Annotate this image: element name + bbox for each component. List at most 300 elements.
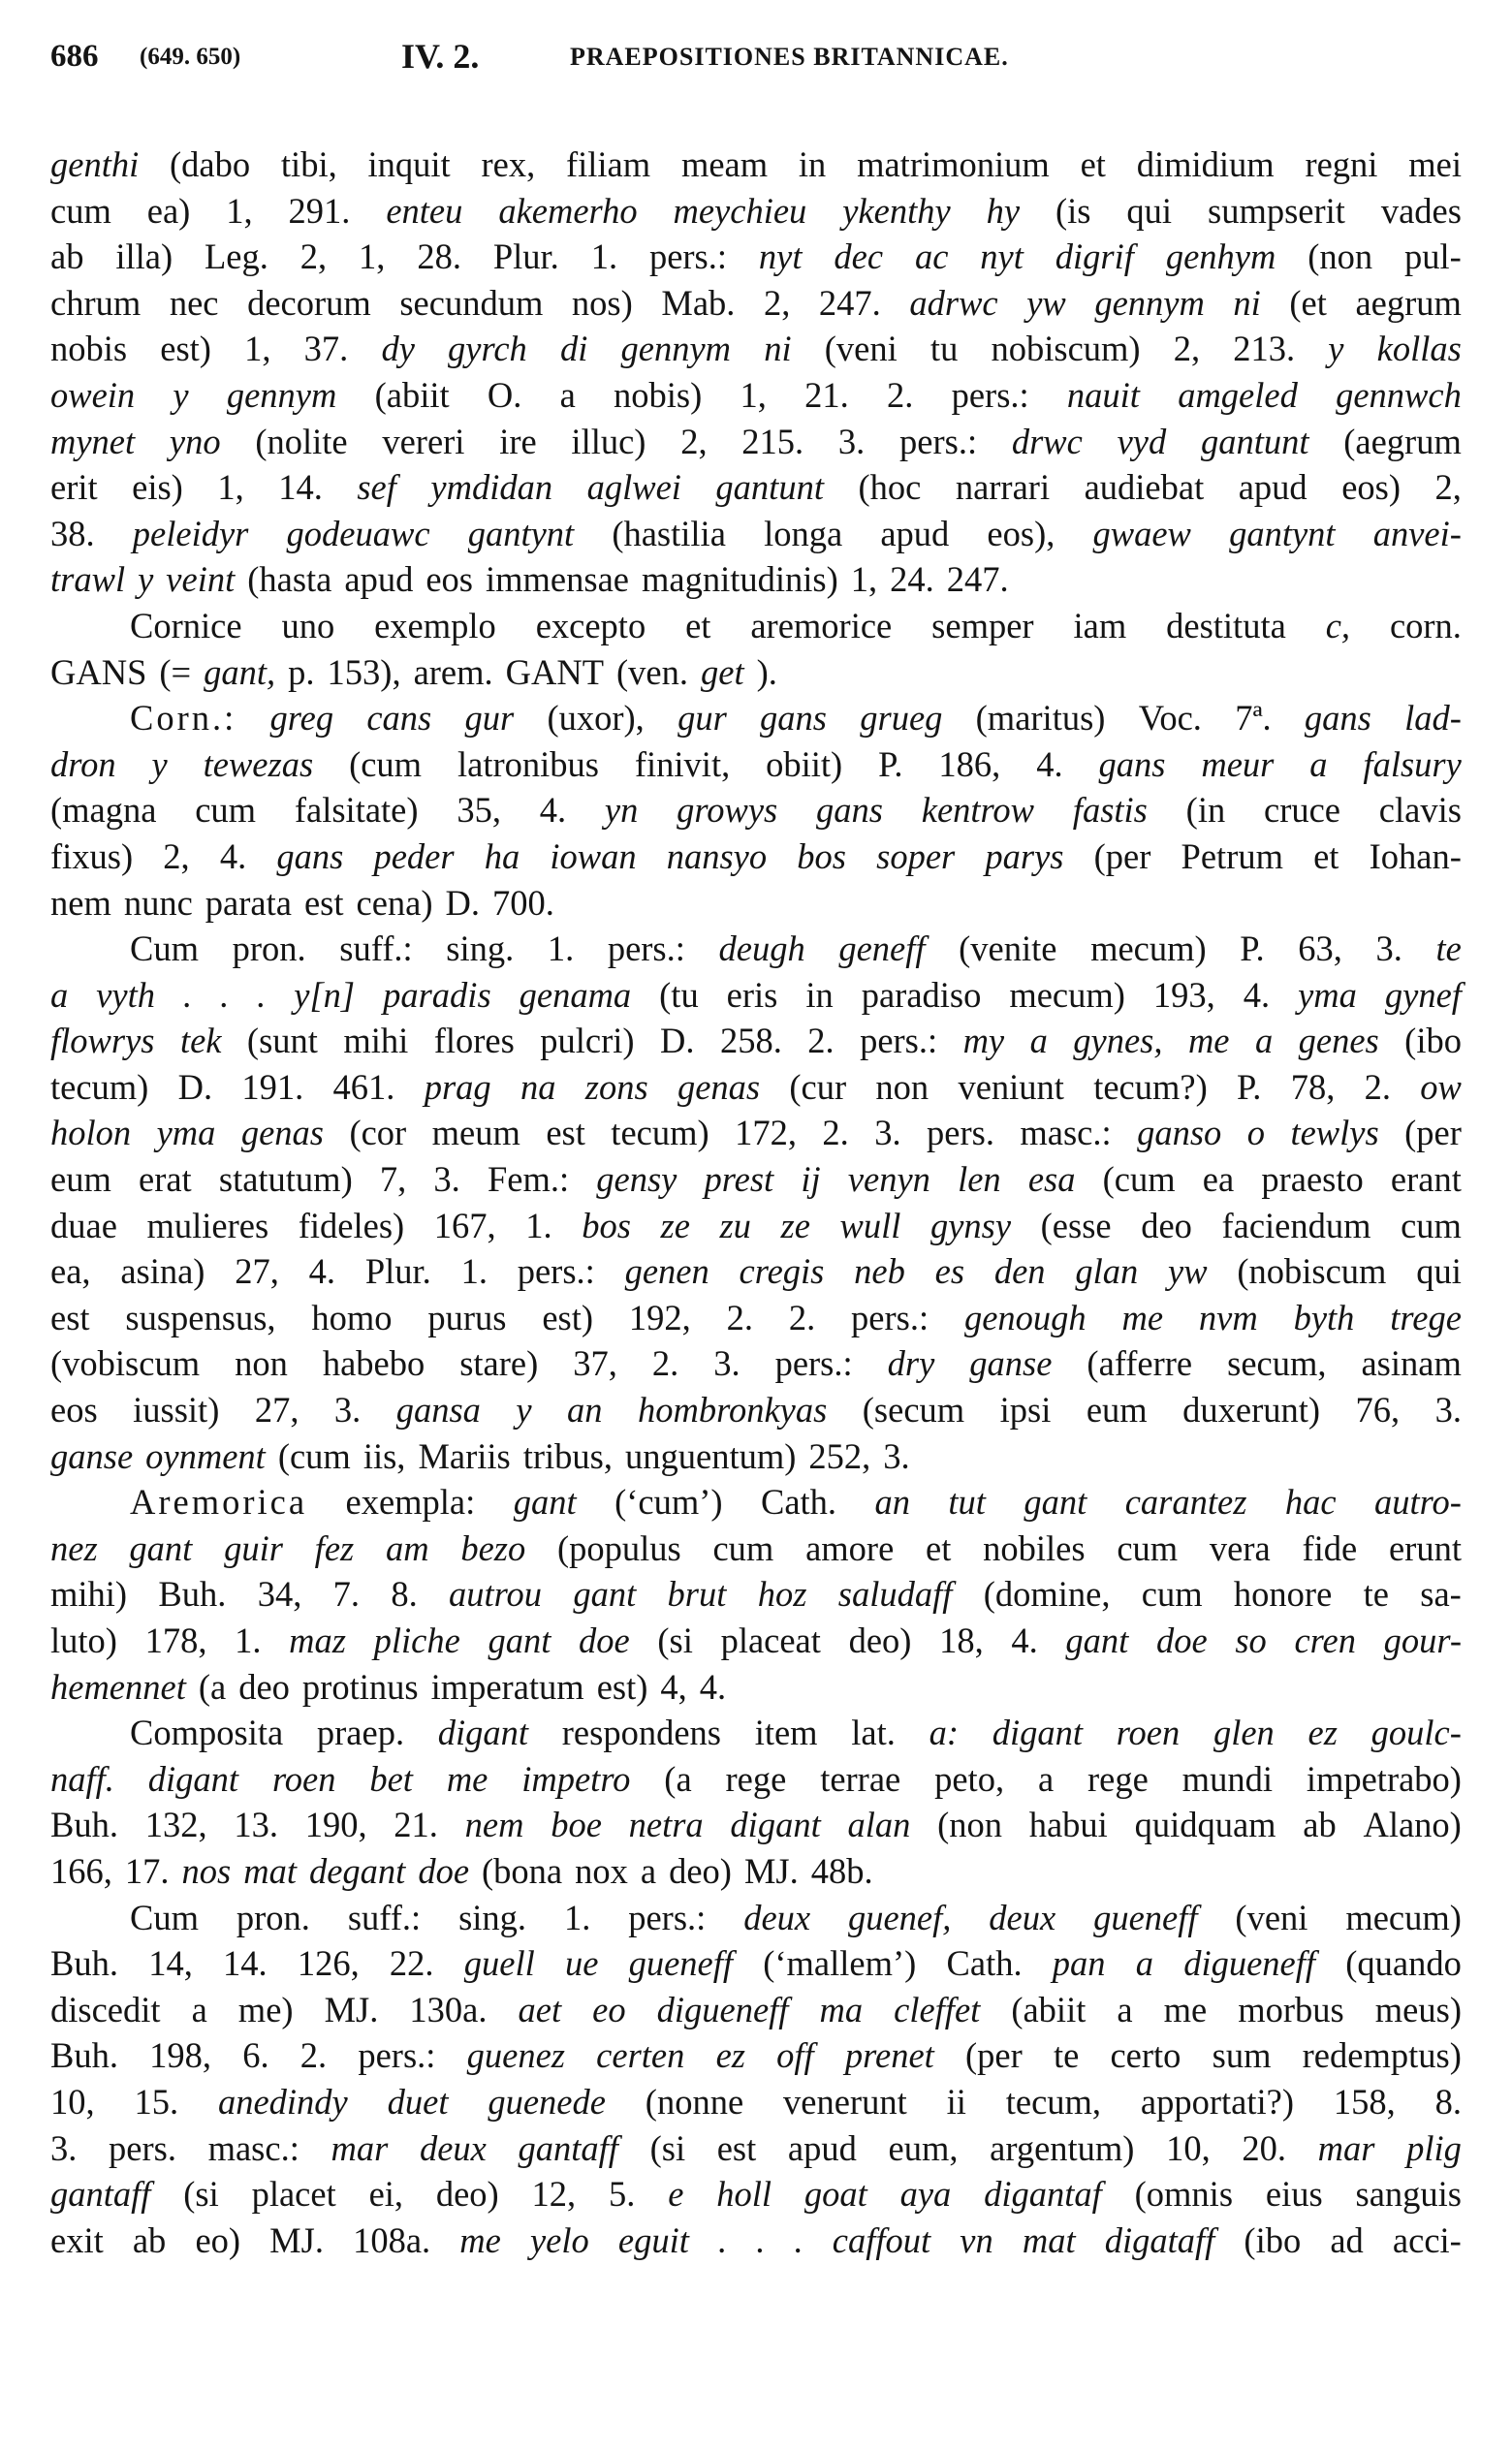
italic-word: growys bbox=[677, 790, 778, 831]
text-word: stare) bbox=[459, 1343, 539, 1384]
italic-word: deux bbox=[989, 1897, 1056, 1937]
text-word: 158, bbox=[1333, 2081, 1396, 2122]
italic-word: byth bbox=[1293, 1297, 1355, 1337]
italic-word: sef bbox=[357, 467, 396, 508]
text-line bbox=[50, 280, 1462, 327]
text-word: nos) bbox=[571, 282, 633, 323]
text-word: 193, bbox=[1152, 974, 1215, 1015]
italic-word: veint bbox=[166, 559, 236, 600]
italic-word: me bbox=[1187, 1021, 1230, 1061]
text-word: 1, bbox=[740, 374, 767, 415]
italic-word: brut bbox=[667, 1574, 727, 1615]
text-word: erat bbox=[139, 1159, 192, 1200]
text-word: 4. bbox=[1036, 743, 1063, 784]
text-word: uno bbox=[281, 605, 335, 645]
text-word: (quando bbox=[1345, 1943, 1462, 1984]
italic-word: dry bbox=[887, 1343, 935, 1384]
text-word: (aegrum bbox=[1343, 421, 1462, 461]
italic-word: holl bbox=[716, 2174, 772, 2215]
text-word: eius bbox=[1265, 2174, 1323, 2215]
italic-word: tek bbox=[179, 1021, 222, 1061]
text-word: cum bbox=[50, 190, 111, 231]
text-word: 1. bbox=[460, 1251, 488, 1292]
text-word: cum bbox=[1401, 1205, 1462, 1245]
text-word: ab bbox=[50, 236, 84, 277]
italic-word: ha bbox=[484, 835, 520, 876]
text-word: tecum) bbox=[50, 1066, 149, 1107]
text-word: (tu bbox=[659, 974, 699, 1015]
text-word: nox bbox=[575, 1850, 628, 1891]
text-line bbox=[50, 556, 1462, 603]
italic-word: ma bbox=[819, 1989, 864, 2029]
italic-word: mynet bbox=[50, 421, 136, 461]
text-word: iussit) bbox=[133, 1390, 220, 1431]
text-word: redemptus) bbox=[1302, 2035, 1462, 2076]
text-word: mulieres bbox=[146, 1205, 269, 1245]
italic-word: flowrys bbox=[50, 1021, 155, 1061]
text-word: meum bbox=[431, 1113, 520, 1153]
text-word: duae bbox=[50, 1205, 117, 1245]
text-word: acci- bbox=[1392, 2219, 1462, 2260]
text-word: 24. bbox=[890, 559, 934, 600]
text-word: fideles) bbox=[298, 1205, 405, 1245]
text-word: 198, bbox=[149, 2035, 212, 2076]
text-word: (nolite bbox=[255, 421, 348, 461]
italic-word: amgeled bbox=[1178, 374, 1298, 415]
text-word: pers.: bbox=[851, 1297, 929, 1337]
italic-word: nauit bbox=[1066, 374, 1140, 415]
text-word: Iohan- bbox=[1369, 835, 1462, 876]
italic-word: y bbox=[173, 374, 189, 415]
text-word: eum, bbox=[888, 2127, 959, 2168]
text-word: a bbox=[640, 1850, 657, 1891]
text-word: 258. bbox=[719, 1021, 782, 1061]
text-word: ab bbox=[132, 2219, 167, 2260]
text-word: (magna bbox=[50, 790, 157, 831]
text-word: item bbox=[754, 1713, 818, 1753]
text-word: 17. bbox=[124, 1850, 170, 1891]
text-line bbox=[50, 1248, 1462, 1295]
text-word: non bbox=[235, 1343, 288, 1384]
italic-word: meychieu bbox=[673, 190, 807, 231]
text-line bbox=[50, 695, 1462, 741]
italic-word: digant bbox=[437, 1713, 529, 1753]
original-page-reference: (649. 650) bbox=[140, 44, 241, 70]
text-word: 78, bbox=[1290, 1066, 1336, 1107]
text-word: 190, bbox=[304, 1805, 367, 1845]
text-word: a bbox=[1037, 1758, 1055, 1799]
text-word: paradiso bbox=[861, 974, 982, 1015]
text-word: 4. bbox=[1243, 974, 1271, 1015]
text-word: sum bbox=[1212, 2035, 1272, 2076]
text-word: a bbox=[1117, 1989, 1133, 2029]
italic-word: adrwc bbox=[909, 282, 998, 323]
text-word: 2. bbox=[299, 2035, 328, 2076]
italic-word: gennwch bbox=[1336, 374, 1462, 415]
italic-word: am bbox=[385, 1527, 429, 1568]
text-word: (non bbox=[937, 1805, 1002, 1845]
text-word: flores bbox=[433, 1021, 515, 1061]
text-word: (si bbox=[183, 2174, 219, 2215]
text-word: 3. bbox=[1434, 1390, 1462, 1431]
text-word: 172, bbox=[735, 1113, 797, 1153]
italic-word: gantunt bbox=[715, 467, 824, 508]
text-word: Buh. bbox=[50, 1943, 118, 1984]
text-word: 7. bbox=[332, 1574, 360, 1615]
text-word: (vobiscum bbox=[50, 1343, 201, 1384]
italic-word: digantaf bbox=[984, 2174, 1102, 2215]
text-line bbox=[50, 972, 1462, 1019]
text-line bbox=[50, 1664, 1462, 1711]
text-word: Alano) bbox=[1363, 1805, 1462, 1845]
italic-word: bos bbox=[582, 1205, 631, 1245]
italic-word: netra bbox=[628, 1805, 704, 1845]
text-word: 247. bbox=[818, 282, 881, 323]
text-word: pers.: bbox=[358, 2035, 436, 2076]
italic-word: guenez bbox=[466, 2035, 565, 2076]
text-word: Fem.: bbox=[487, 1159, 570, 1200]
italic-word: nyt bbox=[758, 236, 803, 277]
text-word: exemplo bbox=[374, 605, 496, 645]
text-word: est bbox=[716, 2127, 757, 2168]
text-word: 2, bbox=[299, 236, 328, 277]
italic-word: hy bbox=[986, 190, 1021, 231]
italic-word: carantez bbox=[1124, 1482, 1247, 1523]
italic-word: cregis bbox=[739, 1251, 825, 1292]
text-line bbox=[50, 1710, 1462, 1756]
text-word: corn. bbox=[1389, 605, 1462, 645]
italic-word: aglwei bbox=[586, 467, 681, 508]
italic-word: guell bbox=[463, 1943, 535, 1984]
text-word: ea bbox=[1202, 1159, 1235, 1200]
text-word: 48b. bbox=[810, 1850, 873, 1891]
text-word: ii bbox=[946, 2081, 966, 2122]
italic-word: ac bbox=[914, 236, 949, 277]
text-word: apud bbox=[787, 2127, 857, 2168]
italic-word: gyrch bbox=[448, 329, 527, 369]
text-word: semper bbox=[931, 605, 1034, 645]
text-word: rege bbox=[725, 1758, 787, 1799]
text-word: magnitudinis) bbox=[641, 559, 838, 600]
italic-word: fastis bbox=[1072, 790, 1148, 831]
italic-word: soper bbox=[876, 835, 956, 876]
text-word: D. bbox=[177, 1066, 213, 1107]
text-word: inquit bbox=[367, 144, 451, 184]
italic-word: naff. bbox=[50, 1758, 114, 1799]
text-word: mecum) bbox=[1345, 1897, 1462, 1937]
italic-word: boe bbox=[551, 1805, 602, 1845]
italic-word: ganso bbox=[1137, 1113, 1222, 1153]
text-word: eum bbox=[50, 1159, 111, 1200]
italic-word: gans bbox=[276, 835, 344, 876]
text-line bbox=[50, 1064, 1462, 1111]
text-word: 8. bbox=[1434, 2081, 1462, 2122]
text-word: P. bbox=[878, 743, 903, 784]
text-word: (dabo bbox=[170, 144, 251, 184]
text-word: non bbox=[875, 1066, 929, 1107]
text-word: (abiit bbox=[374, 374, 450, 415]
text-word: Cum bbox=[130, 1897, 199, 1937]
text-word: pron. bbox=[236, 1897, 310, 1937]
text-word: (a bbox=[664, 1758, 692, 1799]
italic-word: digrif bbox=[1055, 236, 1134, 277]
text-word: narrari bbox=[955, 467, 1051, 508]
text-word: Cath. bbox=[946, 1943, 1023, 1984]
italic-word: ze bbox=[780, 1205, 810, 1245]
text-word: ei, bbox=[368, 2174, 404, 2215]
text-word: Plur. bbox=[364, 1251, 431, 1292]
text-word: Leg. bbox=[205, 236, 268, 277]
text-word: pers.: bbox=[951, 374, 1029, 415]
text-word: (cum bbox=[277, 1435, 351, 1476]
italic-word: vn bbox=[960, 2219, 993, 2260]
text-word: cum bbox=[1141, 1574, 1203, 1615]
text-word: habui bbox=[1028, 1805, 1108, 1845]
text-word: et bbox=[926, 1527, 952, 1568]
italic-word: ganse bbox=[50, 1435, 134, 1476]
italic-word: gour- bbox=[1383, 1620, 1462, 1660]
text-word: (esse bbox=[1040, 1205, 1112, 1245]
text-word: 14, bbox=[148, 1943, 193, 1984]
italic-word: plig bbox=[1406, 2127, 1462, 2168]
italic-word: y bbox=[151, 743, 168, 784]
text-word: mundi bbox=[1181, 1758, 1273, 1799]
text-word: 7, bbox=[379, 1159, 407, 1200]
text-line bbox=[50, 2032, 1462, 2079]
text-word: 21. bbox=[804, 374, 849, 415]
italic-word: gynes, bbox=[1073, 1021, 1163, 1061]
italic-word: cren bbox=[1294, 1620, 1356, 1660]
text-word: Petrum bbox=[1181, 835, 1283, 876]
italic-word: digant bbox=[992, 1713, 1083, 1753]
italic-word: mat bbox=[243, 1850, 297, 1891]
italic-word: dron bbox=[50, 743, 116, 784]
text-word: eos), bbox=[987, 513, 1055, 553]
italic-word: vyd bbox=[1117, 421, 1167, 461]
italic-word: genhym bbox=[1165, 236, 1276, 277]
text-line bbox=[50, 234, 1462, 280]
text-word: 13. bbox=[234, 1805, 278, 1845]
text-word: 2. bbox=[651, 1343, 679, 1384]
text-word: 3. bbox=[50, 2127, 78, 2168]
text-word: 2. bbox=[788, 1297, 816, 1337]
italic-word: genes bbox=[1298, 1021, 1379, 1061]
text-word: apud bbox=[880, 513, 950, 553]
italic-word: gans bbox=[816, 790, 883, 831]
italic-word: me bbox=[446, 1758, 488, 1799]
text-word: (populus bbox=[556, 1527, 681, 1568]
italic-word: aya bbox=[899, 2174, 952, 2215]
italic-word: anvei- bbox=[1372, 513, 1462, 553]
italic-word: genen bbox=[624, 1251, 709, 1292]
italic-word: len bbox=[958, 1159, 1001, 1200]
italic-word: gueneff bbox=[1093, 1897, 1198, 1937]
text-word: purus bbox=[427, 1297, 507, 1337]
italic-word: hac bbox=[1284, 1482, 1337, 1523]
text-line bbox=[50, 2125, 1462, 2172]
text-word: statutum) bbox=[218, 1159, 353, 1200]
text-line bbox=[50, 1848, 1462, 1895]
text-word: clavis bbox=[1378, 790, 1462, 831]
text-word: 76, bbox=[1355, 1390, 1401, 1431]
text-word: vereri bbox=[382, 421, 465, 461]
italic-word: ganse bbox=[969, 1343, 1053, 1384]
italic-word: o bbox=[1246, 1113, 1265, 1153]
text-word: sing. bbox=[458, 1897, 527, 1937]
text-word: erit bbox=[50, 467, 98, 508]
italic-word: bet bbox=[369, 1758, 413, 1799]
text-word: impetrabo) bbox=[1306, 1758, 1462, 1799]
text-word: (uxor), bbox=[547, 698, 645, 739]
text-word: (‘mallem’) bbox=[763, 1943, 917, 1984]
text-word: 37, bbox=[573, 1343, 617, 1384]
text-word: deo) bbox=[669, 1850, 732, 1891]
italic-word: ni bbox=[1233, 282, 1261, 323]
text-word: 4. bbox=[1011, 1620, 1038, 1660]
text-word: (hastilia bbox=[612, 513, 726, 553]
text-line bbox=[50, 326, 1462, 372]
text-word: et bbox=[1313, 835, 1339, 876]
text-word: eos bbox=[425, 559, 473, 600]
italic-word: nos bbox=[181, 1850, 232, 1891]
text-word: 461. bbox=[332, 1066, 395, 1107]
text-word: vera bbox=[1209, 1527, 1271, 1568]
text-word: (secum bbox=[862, 1390, 965, 1431]
text-word: suff.: bbox=[339, 928, 413, 969]
italic-word: eguit bbox=[617, 2219, 689, 2260]
text-word: apud bbox=[1238, 467, 1307, 508]
text-word: latronibus bbox=[457, 743, 599, 784]
italic-word: goulc- bbox=[1370, 1713, 1462, 1753]
italic-word: gant bbox=[573, 1574, 637, 1615]
italic-word: peleidyr bbox=[132, 513, 249, 553]
text-word: sa- bbox=[1420, 1574, 1462, 1615]
italic-word: tewlys bbox=[1290, 1113, 1379, 1153]
text-word: 1. bbox=[525, 1205, 552, 1245]
text-word: 215. bbox=[741, 421, 804, 461]
text-word: veniunt bbox=[958, 1066, 1064, 1107]
text-word: homo bbox=[311, 1297, 393, 1337]
text-word: 130a. bbox=[409, 1989, 488, 2029]
italic-word: get bbox=[701, 651, 744, 692]
text-word: certo bbox=[1110, 2035, 1181, 2076]
italic-word: autrou bbox=[449, 1574, 542, 1615]
text-word: 35, bbox=[457, 790, 501, 831]
italic-word: a bbox=[50, 974, 69, 1015]
italic-word: oynment bbox=[145, 1435, 266, 1476]
text-line bbox=[50, 1387, 1462, 1433]
italic-word: gant, bbox=[204, 651, 276, 692]
text-line bbox=[50, 1802, 1462, 1848]
text-word: arem. bbox=[413, 651, 493, 692]
text-word: 4. bbox=[699, 1666, 727, 1707]
text-word: (veni bbox=[1235, 1897, 1308, 1937]
italic-word: deugh bbox=[718, 928, 805, 969]
italic-word: an bbox=[874, 1482, 910, 1523]
text-word: 167, bbox=[433, 1205, 496, 1245]
italic-word: esa bbox=[1027, 1159, 1076, 1200]
italic-word: mar bbox=[331, 2127, 389, 2168]
italic-word: gynef bbox=[1384, 974, 1462, 1015]
text-word: 1. bbox=[590, 236, 618, 277]
text-word: Composita bbox=[130, 1713, 284, 1753]
text-word: (‘cum’) bbox=[614, 1482, 723, 1523]
italic-word: yno bbox=[169, 421, 221, 461]
text-word: tecum, bbox=[1005, 2081, 1102, 2122]
text-word: sumpserit bbox=[1207, 190, 1345, 231]
text-word: 6. bbox=[242, 2035, 269, 2076]
italic-word: aet bbox=[518, 1989, 562, 2029]
text-line bbox=[50, 419, 1462, 465]
italic-word: caffout bbox=[832, 2219, 931, 2260]
italic-word: mar bbox=[1317, 2127, 1375, 2168]
italic-word: guenede bbox=[488, 2081, 606, 2122]
text-word: (non bbox=[1307, 236, 1373, 277]
text-word: illuc) bbox=[571, 421, 646, 461]
text-line bbox=[50, 1526, 1462, 1572]
text-word: audiebat bbox=[1084, 467, 1205, 508]
text-word: falsitate) bbox=[294, 790, 419, 831]
text-word: (afferre bbox=[1087, 1343, 1193, 1384]
italic-word: . bbox=[794, 2219, 803, 2260]
text-word: 1. bbox=[563, 1897, 591, 1937]
text-word: Cornice bbox=[130, 605, 242, 645]
italic-word: . bbox=[182, 974, 193, 1015]
text-word: mei bbox=[1408, 144, 1462, 184]
text-word: 10, bbox=[50, 2081, 95, 2122]
italic-word: y[n] bbox=[294, 974, 356, 1015]
text-word: 28. bbox=[417, 236, 461, 277]
italic-word: paradis bbox=[383, 974, 491, 1015]
text-word: mecum) bbox=[1090, 928, 1207, 969]
text-word: mecum) bbox=[1009, 974, 1125, 1015]
text-word: chrum bbox=[50, 282, 142, 323]
text-word: O. bbox=[487, 374, 522, 415]
text-word: 5. bbox=[609, 2174, 636, 2215]
text-word: longa bbox=[764, 513, 843, 553]
italic-word: bos bbox=[797, 835, 846, 876]
text-line bbox=[50, 2171, 1462, 2218]
italic-word: gennym bbox=[620, 329, 732, 369]
text-word: 21. bbox=[394, 1805, 438, 1845]
text-word: masc.: bbox=[207, 2127, 299, 2168]
text-word: (bona bbox=[482, 1850, 563, 1891]
text-word: 10, bbox=[1166, 2127, 1211, 2168]
italic-word: gant bbox=[129, 1527, 193, 1568]
text-word: Cath. bbox=[760, 1482, 837, 1523]
text-word: 4. bbox=[219, 835, 247, 876]
text-line bbox=[50, 834, 1462, 880]
text-word: Plur. bbox=[492, 236, 559, 277]
text-word: 22. bbox=[389, 1943, 434, 1984]
text-word: 2, bbox=[1434, 467, 1462, 508]
text-word: meam bbox=[680, 144, 769, 184]
text-word: 14. bbox=[223, 1943, 268, 1984]
text-word: 1, bbox=[217, 467, 244, 508]
italic-word: off bbox=[776, 2035, 814, 2076]
italic-word: es bbox=[934, 1251, 965, 1292]
italic-word: yma bbox=[1298, 974, 1357, 1015]
italic-word: genthi bbox=[50, 144, 140, 184]
text-word: apud bbox=[344, 559, 414, 600]
italic-word: kentrow bbox=[921, 790, 1035, 831]
italic-word: vyth bbox=[96, 974, 156, 1015]
text-word: dimidium bbox=[1136, 144, 1275, 184]
text-word: 2, bbox=[1173, 329, 1201, 369]
italic-word: di bbox=[559, 329, 588, 369]
text-word: ipsi bbox=[999, 1390, 1052, 1431]
italic-word: . bbox=[257, 974, 267, 1015]
